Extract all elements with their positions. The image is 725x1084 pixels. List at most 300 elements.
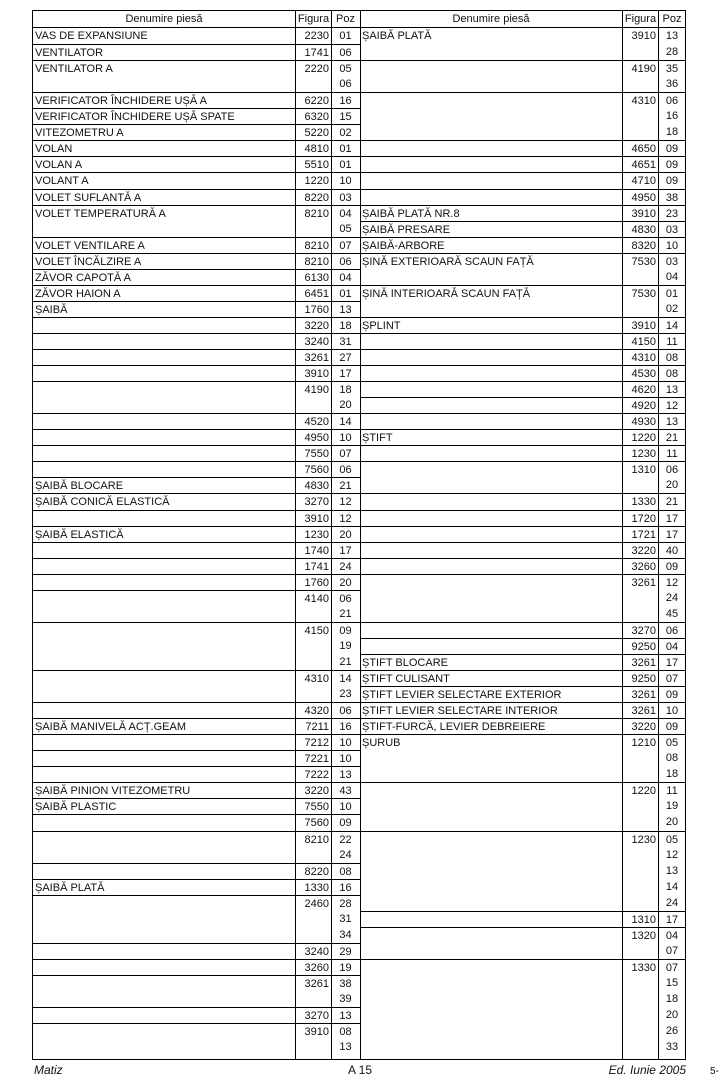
table-row (33, 108, 360, 125)
table-row (360, 975, 685, 991)
table-row (33, 702, 360, 719)
part-name (362, 1007, 620, 1023)
part-name: VITEZOMETRU A (35, 127, 124, 140)
position-number: 27 (339, 352, 352, 364)
position-number: 10 (665, 705, 679, 718)
figure-number: 4190 (631, 63, 656, 76)
part-name (362, 960, 620, 976)
part-name (362, 863, 620, 879)
table-row (33, 253, 360, 270)
table-row (360, 510, 685, 527)
table-row (360, 28, 685, 44)
table-row (33, 156, 360, 173)
position-number: 09 (665, 159, 679, 172)
figure-number: 1330 (304, 881, 329, 894)
figure-number: 7222 (304, 769, 329, 782)
table-row (33, 718, 360, 735)
figure-number: 4310 (631, 95, 656, 108)
position-number: 19 (665, 800, 679, 813)
table-row (33, 333, 360, 350)
part-name (35, 462, 293, 478)
position-number: 43 (339, 785, 352, 798)
figure-number: 7550 (304, 801, 329, 814)
table-row (33, 574, 360, 591)
table-row (360, 413, 685, 430)
position-number: 12 (665, 400, 679, 413)
part-name (35, 735, 293, 751)
figure-number: 3220 (631, 544, 656, 557)
position-number: 12 (339, 496, 352, 509)
part-name (362, 269, 620, 285)
table-row (33, 221, 360, 237)
part-name: ȘAIBĂ CONICĂ ELASTICĂ (35, 496, 170, 509)
part-name (35, 511, 293, 527)
part-name (35, 76, 293, 92)
table-row (360, 172, 685, 189)
table-row (33, 558, 360, 575)
table-row (33, 911, 360, 927)
position-number: 22 (339, 833, 352, 846)
figure-number: 4830 (304, 480, 329, 493)
part-name: VAS DE EXPANSIUNE (35, 30, 148, 42)
part-name (362, 93, 620, 109)
position-number: 09 (665, 560, 679, 573)
table-row (33, 766, 360, 783)
table-row (33, 654, 360, 670)
figure-number: 4140 (304, 592, 329, 605)
figure-number (623, 991, 656, 1007)
part-name (362, 623, 620, 639)
figure-number: 7212 (304, 737, 329, 750)
table-row (360, 381, 685, 398)
figure-number (623, 477, 656, 493)
table-row (33, 847, 360, 863)
table-row (360, 750, 685, 766)
figure-number (296, 654, 329, 670)
position-number: 10 (339, 753, 352, 766)
figure-number: 4150 (304, 624, 329, 637)
position-number: 14 (665, 880, 679, 893)
left-panel (33, 11, 361, 1059)
part-name (362, 350, 620, 366)
table-row (33, 124, 360, 141)
table-row (360, 574, 685, 591)
position-number: 05 (665, 833, 679, 846)
table-row (360, 718, 685, 735)
part-name (362, 975, 620, 991)
figure-number (296, 991, 329, 1007)
figure-number: 8320 (631, 239, 656, 252)
position-number: 28 (665, 46, 679, 59)
position-number: 09 (339, 817, 352, 830)
table-row (33, 831, 360, 848)
table-row (33, 413, 360, 430)
part-name: ȘAIBĂ-ARBORE (362, 239, 445, 252)
figure-number: 1220 (304, 175, 329, 188)
position-number: 15 (339, 111, 352, 124)
position-number: 17 (339, 368, 352, 381)
table-row (360, 269, 685, 285)
table-row (360, 831, 685, 848)
position-number: 06 (339, 47, 352, 60)
figure-number: 3910 (304, 368, 329, 381)
position-number: 20 (665, 1009, 679, 1022)
part-name (362, 991, 620, 1007)
part-name: ȘINĂ EXTERIOARĂ SCAUN FAȚĂ (362, 255, 534, 268)
part-name: ȘAIBĂ PLATĂ NR.8 (362, 207, 460, 220)
part-name (362, 943, 620, 959)
position-number: 18 (339, 384, 352, 397)
part-name (362, 1023, 620, 1039)
figure-number: 3270 (304, 496, 329, 509)
part-name (362, 766, 620, 782)
position-number: 12 (665, 848, 679, 861)
figure-number (623, 1007, 656, 1023)
position-number: 13 (665, 416, 679, 429)
part-name (35, 638, 293, 654)
part-name (35, 334, 293, 350)
figure-number (296, 1039, 329, 1055)
position-number: 04 (339, 207, 352, 220)
figure-number (296, 911, 329, 927)
position-number: 07 (339, 448, 352, 461)
figure-number: 7560 (304, 464, 329, 477)
part-name (362, 157, 620, 173)
figure-number (623, 108, 656, 124)
position-number: 08 (665, 352, 679, 364)
position-number: 17 (665, 528, 679, 541)
position-number: 13 (665, 384, 679, 397)
position-number: 24 (339, 848, 352, 861)
table-row (360, 301, 685, 317)
table-row (360, 1007, 685, 1023)
part-name (35, 414, 293, 430)
part-name: ȘAIBĂ PRESARE (362, 223, 451, 236)
table-row (33, 60, 360, 77)
table-row (33, 991, 360, 1007)
figure-number: 1741 (304, 560, 329, 573)
figure-number (623, 879, 656, 895)
figure-number: 1330 (631, 496, 656, 509)
part-name (35, 686, 293, 702)
figure-number (296, 397, 329, 413)
table-row (33, 734, 360, 751)
position-number: 18 (665, 126, 679, 139)
part-name: ȘAIBĂ ELASTICĂ (35, 528, 124, 541)
table-row (33, 381, 360, 398)
table-row (360, 108, 685, 124)
part-name (35, 960, 293, 976)
part-name (362, 527, 620, 543)
figure-number: 4650 (631, 143, 656, 156)
header-poz: Poz (662, 13, 682, 25)
table-row (33, 526, 360, 543)
position-number: 04 (665, 929, 679, 942)
table-row (33, 975, 360, 992)
part-name (362, 511, 620, 527)
figure-number: 1310 (631, 464, 656, 477)
table-row (33, 750, 360, 767)
part-name (362, 543, 620, 559)
table-row (33, 863, 360, 880)
table-row (33, 590, 360, 607)
figure-number: 4830 (631, 223, 656, 236)
figure-number (296, 927, 329, 943)
part-name (35, 397, 293, 413)
table-row (360, 477, 685, 493)
position-number: 02 (339, 127, 352, 140)
figure-number: 3261 (631, 576, 656, 589)
position-number: 26 (665, 1025, 679, 1038)
position-number: 21 (339, 655, 352, 668)
part-name (35, 815, 293, 831)
figure-number: 9250 (631, 640, 656, 653)
figure-number: 3260 (631, 560, 656, 573)
part-name: ȘAIBĂ (35, 303, 68, 316)
position-number: 06 (339, 78, 352, 91)
position-number: 13 (665, 30, 679, 42)
part-name (362, 477, 620, 493)
part-name (362, 928, 620, 944)
part-name: VOLET SUFLANTĂ A (35, 191, 142, 204)
part-name (35, 446, 293, 462)
part-name: VOLANT A (35, 175, 89, 188)
figure-number (623, 943, 656, 959)
figure-number: 4530 (631, 368, 656, 381)
table-row (360, 189, 685, 206)
part-name (35, 671, 293, 687)
figure-number: 5220 (304, 127, 329, 140)
figure-number (623, 1023, 656, 1039)
figure-number (623, 301, 656, 317)
table-row (360, 766, 685, 782)
part-name: ZĂVOR HAION A (35, 287, 121, 300)
position-number: 06 (339, 592, 352, 605)
part-name (362, 76, 620, 92)
part-name (362, 141, 620, 157)
table-row (360, 911, 685, 928)
figure-number: 4810 (304, 143, 329, 156)
table-row (360, 526, 685, 543)
position-number: 19 (339, 961, 352, 974)
position-number: 33 (665, 1041, 679, 1054)
part-name (362, 494, 620, 510)
part-name (35, 382, 293, 398)
part-name (35, 430, 293, 446)
figure-number: 3261 (631, 705, 656, 718)
table-row (33, 943, 360, 960)
position-number: 45 (665, 607, 679, 620)
figure-number: 4310 (631, 352, 656, 364)
figure-number: 2460 (304, 897, 329, 910)
part-name (35, 543, 293, 559)
table-row (33, 927, 360, 943)
figure-number: 7221 (304, 753, 329, 766)
figure-number (623, 863, 656, 879)
position-number: 09 (665, 175, 679, 188)
position-number: 14 (339, 673, 352, 685)
figure-number: 1720 (631, 512, 656, 525)
right-header-row (360, 11, 685, 28)
table-row (33, 879, 360, 896)
position-number: 34 (339, 928, 352, 941)
part-name (362, 44, 620, 60)
part-name: VOLET TEMPERATURĂ A (35, 207, 166, 220)
table-row (33, 44, 360, 61)
figure-number: 6130 (304, 271, 329, 284)
table-row (360, 863, 685, 879)
figure-number: 3220 (631, 721, 656, 734)
table-row (33, 798, 360, 815)
table-row (33, 622, 360, 639)
part-name: ȘTIFT LEVIER SELECTARE INTERIOR (362, 705, 558, 718)
figure-number: 5510 (304, 159, 329, 172)
figure-number (623, 814, 656, 830)
figure-number: 4950 (631, 191, 656, 204)
position-number: 16 (339, 721, 352, 734)
table-row (33, 510, 360, 527)
position-number: 13 (665, 864, 679, 877)
figure-number (623, 590, 656, 606)
part-name: VENTILATOR (35, 47, 104, 60)
position-number: 31 (339, 912, 352, 925)
table-row (360, 654, 685, 671)
part-name (35, 366, 293, 382)
table-row (360, 397, 685, 414)
position-number: 01 (665, 287, 679, 300)
position-number: 09 (665, 689, 679, 702)
part-name (35, 1024, 293, 1040)
position-number: 15 (665, 976, 679, 989)
figure-number (296, 221, 329, 237)
table-row (33, 493, 360, 510)
table-row (360, 44, 685, 60)
figure-number: 2220 (304, 63, 329, 76)
figure-number: 8210 (304, 207, 329, 220)
table-row (33, 429, 360, 446)
figure-number (623, 798, 656, 814)
position-number: 10 (339, 432, 352, 445)
part-name: ZĂVOR CAPOTĂ A (35, 271, 131, 284)
part-name: ȘAIBĂ MANIVELĂ ACȚ.GEAM (35, 721, 186, 734)
part-name (362, 462, 620, 478)
table-row (360, 1023, 685, 1039)
part-name: VOLAN A (35, 159, 83, 172)
table-row (360, 156, 685, 173)
figure-number: 1220 (631, 785, 656, 798)
table-row (33, 959, 360, 976)
part-name (35, 751, 293, 767)
part-name (35, 864, 293, 880)
figure-number: 3261 (631, 689, 656, 702)
part-name: VERIFICATOR ÎNCHIDERE UȘĂ A (35, 95, 207, 108)
figure-number: 3270 (304, 1010, 329, 1023)
part-name: ȘTIFT LEVIER SELECTARE EXTERIOR (362, 689, 562, 702)
part-name (362, 366, 620, 382)
footer-edition: Ed. Iunie 2005 (608, 1063, 686, 1077)
figure-number: 7530 (631, 255, 656, 268)
figure-number: 4920 (631, 400, 656, 413)
figure-number: 8220 (304, 191, 329, 204)
table-row (33, 461, 360, 478)
position-number: 06 (339, 705, 352, 718)
part-name (35, 927, 293, 943)
position-number: 16 (339, 881, 352, 894)
part-name (362, 61, 620, 77)
position-number: 06 (339, 255, 352, 268)
part-name (35, 1008, 293, 1024)
position-number: 21 (665, 496, 679, 509)
part-name (362, 895, 620, 911)
part-name (35, 318, 293, 334)
table-row (360, 124, 685, 140)
position-number: 18 (339, 319, 352, 332)
figure-number: 4520 (304, 416, 329, 429)
part-name: VOLET VENTILARE A (35, 239, 145, 252)
figure-number: 6220 (304, 95, 329, 108)
table-row (360, 782, 685, 799)
table-row (360, 927, 685, 944)
position-number: 36 (665, 78, 679, 91)
table-row (360, 253, 685, 270)
figure-number: 3261 (631, 656, 656, 669)
table-row (360, 237, 685, 254)
table-row (33, 349, 360, 366)
figure-number: 1230 (631, 833, 656, 846)
part-name: ȘAIBĂ PLATĂ (362, 30, 432, 42)
figure-number: 8220 (304, 865, 329, 878)
part-name (362, 590, 620, 606)
table-row (360, 221, 685, 238)
part-name (35, 559, 293, 575)
figure-number (623, 895, 656, 911)
part-name: ȘAIBĂ PLASTIC (35, 801, 117, 814)
table-row (33, 189, 360, 206)
table-row (33, 895, 360, 912)
part-name (35, 1039, 293, 1055)
header-name: Denumire piesă (452, 13, 530, 25)
table-row (33, 285, 360, 302)
part-name: ȘTIFT-FURCĂ, LEVIER DEBREIERE (362, 721, 546, 734)
part-name (362, 414, 620, 430)
position-number: 17 (339, 544, 352, 557)
position-number: 11 (666, 335, 678, 348)
position-number: 09 (339, 624, 352, 637)
figure-number (623, 44, 656, 60)
table-row (360, 590, 685, 606)
position-number: 06 (339, 464, 352, 477)
right-panel (360, 11, 685, 1059)
parts-index-table (32, 10, 686, 1060)
figure-number: 3910 (304, 1026, 329, 1039)
part-name (362, 173, 620, 189)
figure-number (296, 847, 329, 863)
position-number: 07 (665, 673, 679, 685)
table-row (360, 60, 685, 77)
table-row (360, 205, 685, 222)
table-row (360, 317, 685, 334)
figure-number: 1320 (631, 929, 656, 942)
figure-number: 2230 (304, 30, 329, 42)
part-name (362, 334, 620, 350)
table-row (360, 1039, 685, 1055)
table-row (33, 76, 360, 92)
figure-number: 3261 (304, 977, 329, 990)
part-name (35, 832, 293, 848)
figure-number: 3270 (631, 624, 656, 637)
position-number: 03 (665, 255, 679, 268)
figure-number: 3910 (631, 319, 656, 332)
